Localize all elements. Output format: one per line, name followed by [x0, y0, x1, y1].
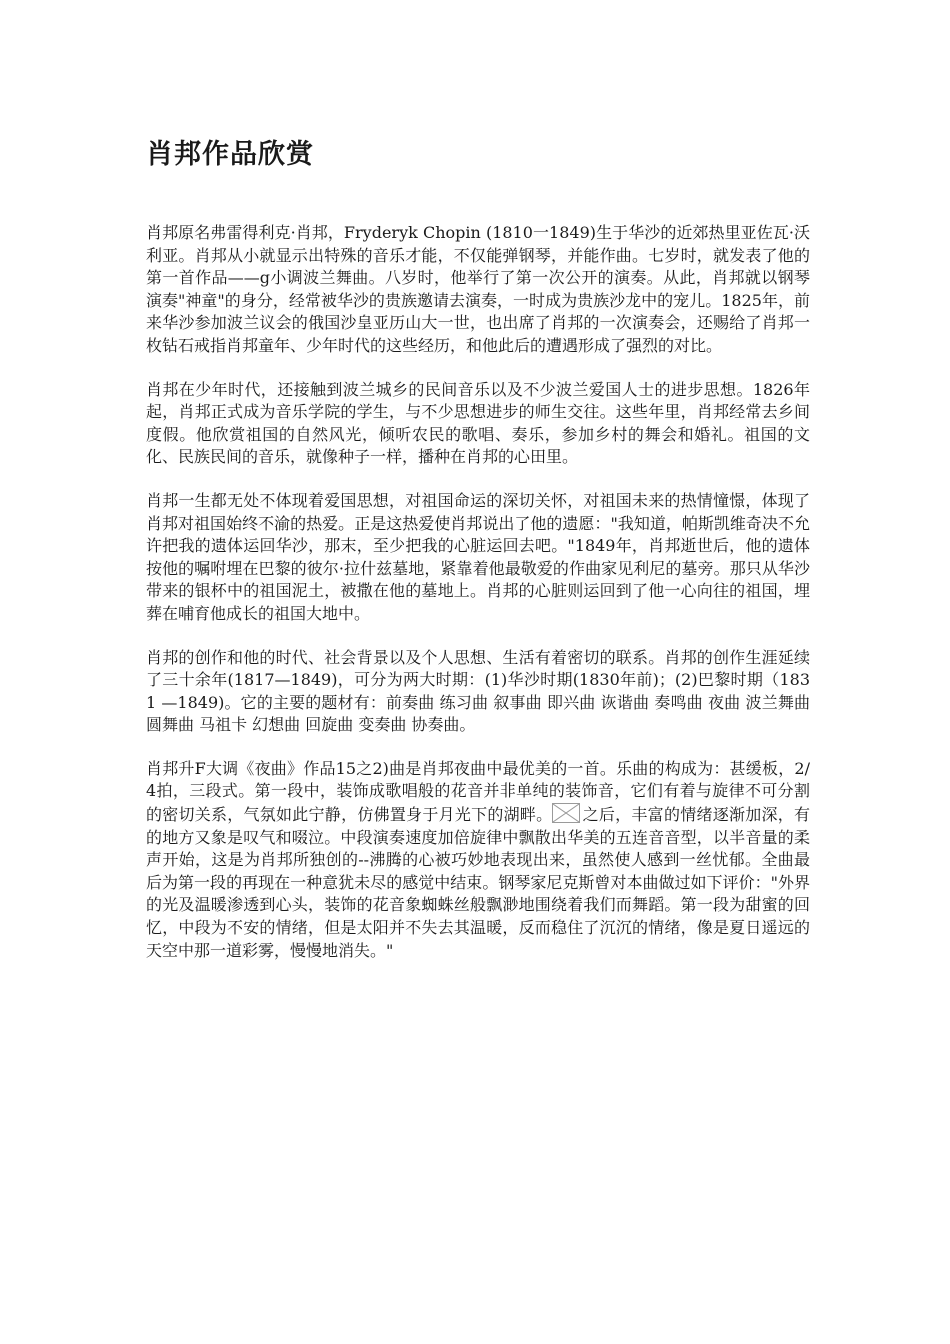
nocturne-text-part2: 之后，丰富的情绪逐渐加深，有的地方又象是叹气和啜泣。中段演奏速度加倍旋律中飘散出华美的五连音音型，以半音量的柔声开始，这是为肖邦所独创的--沸腾的心被巧妙地表现出来，虽然使人感到一丝忧郁。全曲最后为第一段的再现在一种意犹未尽的感觉中结束。钢琴家尼克斯曾对本曲做过如下评价："外界的光及温暖渗透到心头，装饰的花音象蜘蛛丝般飘渺地围绕着我们而舞蹈。第一段为甜蜜的回忆，中段为不安的情绪，但是太阳并不失去其温暖，反而稳住了沉沉的情绪，像是夏日遥远的天空中那一道彩雾，慢慢地消失。"	[146, 805, 810, 960]
paragraph-nocturne	[146, 758, 810, 962]
paragraph-biography: 肖邦原名弗雷得利克·肖邦，Fryderyk Chopin (1810一1849)生于华沙的近郊热里亚佐瓦·沃利亚。肖邦从小就显示出特殊的音乐才能，不仅能弹钢琴，并能作曲。七岁时，就发表了他的第一首作品——g小调波兰舞曲。八岁时，他举行了第一次公开的演奏。从此，肖邦就以钢琴演奏"神童"的身分，经常被华沙的贵族邀请去演奏，一时成为贵族沙龙中的宠儿。1825年，前来华沙参加波兰议会的俄国沙皇亚历山大一世，也出席了肖邦的一次演奏会，还赐给了肖邦一枚钻石戒指肖邦童年、少年时代的这些经历，和他此后的遭遇形成了强烈的对比。	[146, 223, 810, 355]
document-body	[146, 222, 810, 983]
paragraph-patriotism: 肖邦一生都无处不体现着爱国思想，对祖国命运的深切关怀，对祖国未来的热情憧憬，体现了肖邦对祖国始终不渝的热爱。正是这热爱使肖邦说出了他的遗愿："我知道，帕斯凯维奇决不允许把我的遗体运回华沙，那末，至少把我的心脏运回去吧。"1849年，肖邦逝世后，他的遗体按他的嘱咐埋在巴黎的彼尔·拉什兹墓地，紧靠着他最敬爱的作曲家见利尼的墓旁。那只从华沙带来的银杯中的祖国泥土，被撒在他的墓地上。肖邦的心脏则运回到了他一心向往的祖国，埋葬在哺育他成长的祖国大地中。	[146, 490, 810, 623]
nocturne-text-part1: 肖邦升F大调《夜曲》作品15之2)曲是肖邦夜曲中最优美的一首。乐曲的构成为：甚缓板，2/4拍，三段式。第一段中，装饰成歌唱般的花音并非单纯的装饰音，它们有着与旋律不可分割的密切关系，气氛如此宁静，仿佛置身于月光下的湖畔。	[146, 758, 810, 825]
document-title: 肖邦作品欣赏	[146, 139, 314, 170]
paragraph-works: 肖邦的创作和他的时代、社会背景以及个人思想、生活有着密切的联系。肖邦的创作生涯延续了三十余年(1817—1849)，可分为两大时期：(1)华沙时期(1830年前)；(2)巴黎时期（1831 —1849)。它的主要的题材有：前奏曲 练习曲 叙事曲 即兴曲 诙谐曲 奏鸣曲 夜曲 波兰舞曲 圆舞曲 马祖卡 幻想曲 回旋曲 变奏曲 协奏曲。	[146, 647, 810, 735]
broken-image-icon	[552, 803, 580, 823]
paragraph-youth: 肖邦在少年时代，还接触到波兰城乡的民间音乐以及不少波兰爱国人士的进步思想。1826年起，肖邦正式成为音乐学院的学生，与不少思想进步的师生交往。这些年里，肖邦经常去乡间度假。他欣赏祖国的自然风光，倾听农民的歌唱、奏乐，参加乡村的舞会和婚礼。祖国的文化、民族民间的音乐，就像种子一样，播种在肖邦的心田里。	[146, 379, 810, 467]
